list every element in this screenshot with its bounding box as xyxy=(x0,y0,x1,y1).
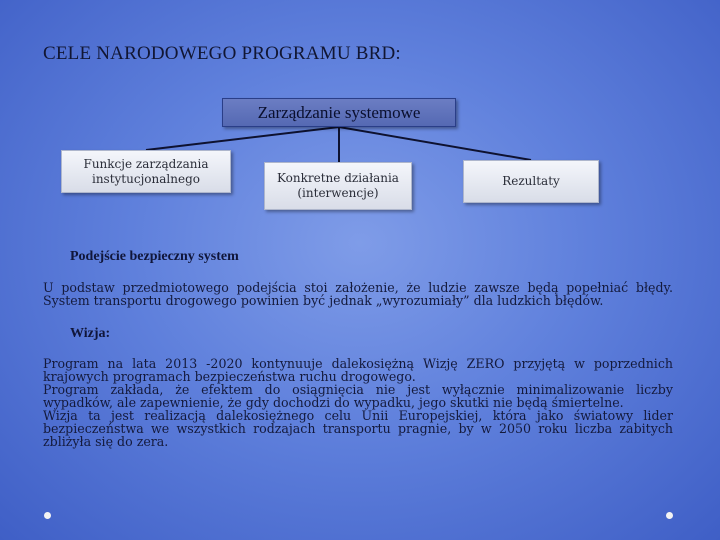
paragraph-line: bezpieczeństwa we wszystkich rodzajach transportu pragnie, by w 2050 roku liczba zabitych xyxy=(43,421,673,436)
paragraph-line: Program na lata 2013 -2020 kontynuuje dalekosiężną Wizję ZERO przyjętą w poprzednich xyxy=(43,356,673,371)
section-paragraph-wizja xyxy=(43,357,673,448)
bullet-dot-right xyxy=(666,512,673,519)
paragraph-line: U podstaw przedmiotowego podejścia stoi założenie, że ludzie zawsze będą popełniać błędy. xyxy=(43,280,673,295)
paragraph-line: Program zakłada, że efektem do osiągnięcia nie jest wyłącznie minimalizowanie liczby xyxy=(43,382,673,397)
paragraph-line: krajowych programach bezpieczeństwa ruchu drogowego. xyxy=(43,369,416,384)
paragraph-line: wypadków, ale zapewnienie, że gdy dochodzi do wypadku, jego skutki nie będą śmiertelne. xyxy=(43,395,624,410)
diagram-box-funkcje xyxy=(61,150,231,193)
diagram-box-rezultaty xyxy=(463,160,599,203)
section-paragraph-bezpieczny-system xyxy=(43,281,673,307)
bullet-dot-left xyxy=(44,512,51,519)
connector-right xyxy=(339,127,531,160)
paragraph-line: Wizja ta jest realizacją dalekosiężnego celu Unii Europejskiej, która jako światowy lider xyxy=(43,408,673,423)
diagram-box-dzialania xyxy=(264,162,412,210)
connector-left xyxy=(146,127,339,150)
paragraph-line: System transportu drogowego powinien być jednak „wyrozumiały” dla ludzkich błędów. xyxy=(43,293,604,308)
paragraph-line: zbliżyła się do zera. xyxy=(43,434,169,449)
page-title: CELE NARODOWEGO PROGRAMU BRD: xyxy=(43,43,401,64)
diagram-box-line: Funkcje zarządzania xyxy=(83,156,209,171)
diagram-root-box: Zarządzanie systemowe xyxy=(222,98,456,127)
section-heading-bezpieczny-system: Podejście bezpieczny system xyxy=(70,249,239,264)
diagram-box-line: Rezultaty xyxy=(502,174,560,188)
section-heading-wizja: Wizja: xyxy=(70,326,111,341)
diagram-box-line: (interwencje) xyxy=(297,186,379,200)
diagram-box-line: Konkretne działania xyxy=(277,171,399,185)
diagram-box-line: instytucjonalnego xyxy=(91,171,200,186)
